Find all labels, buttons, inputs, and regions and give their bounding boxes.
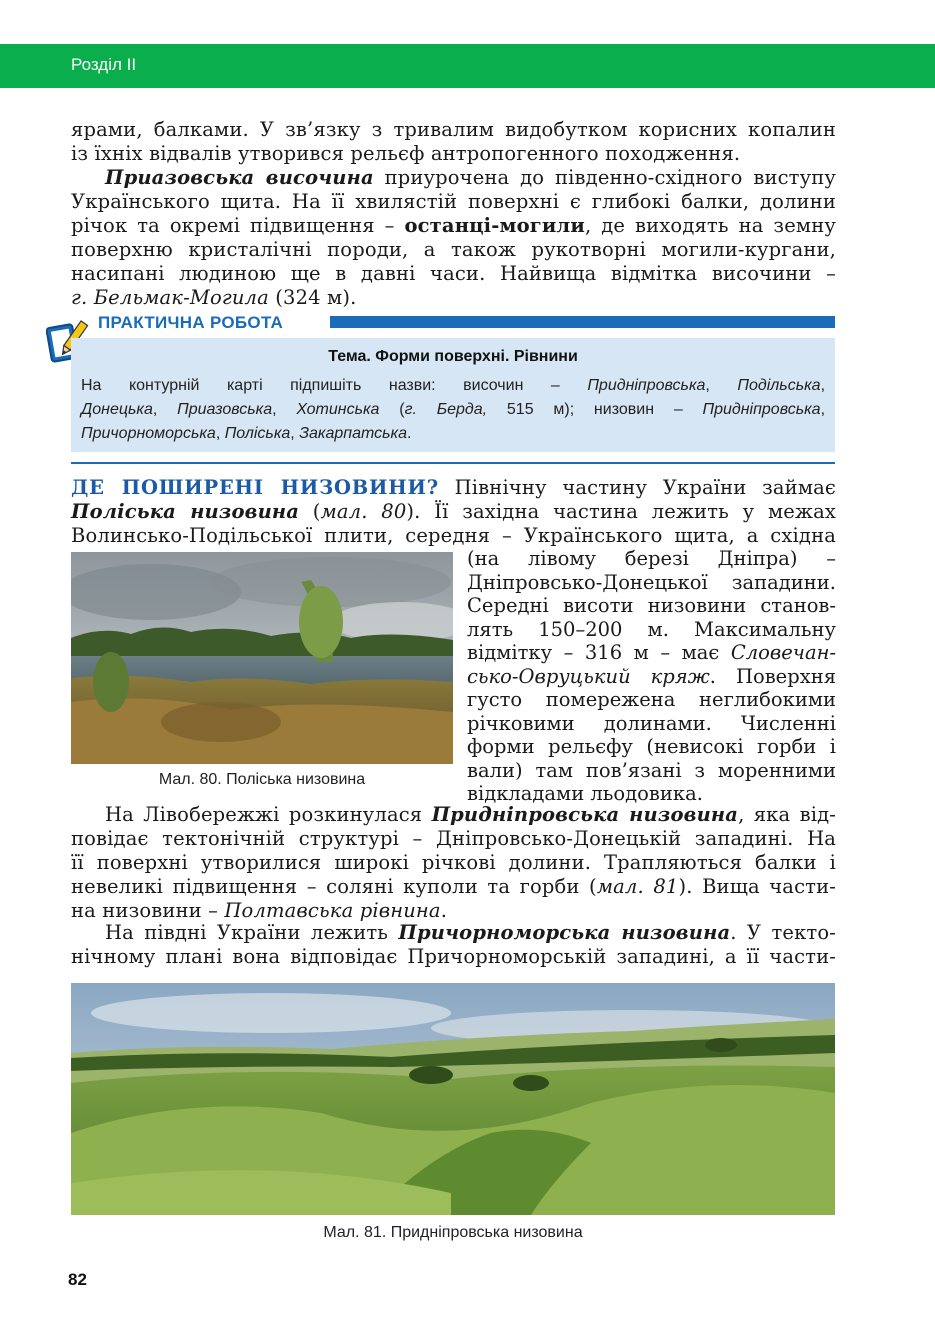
text-span: , bbox=[820, 377, 826, 394]
text-span: на низовини – bbox=[71, 899, 225, 922]
text-span: відмітку – 316 м – має bbox=[467, 641, 731, 664]
lowland-name: Причорноморська bbox=[81, 425, 216, 442]
text-line: річковими долинами. Численні bbox=[467, 711, 836, 735]
text-line: із їхніх відвалів утворився рельєф антропогенного походження. bbox=[71, 142, 741, 165]
text-line: лять 150–200 м. Максимальну bbox=[467, 617, 836, 641]
text-span: , bbox=[705, 377, 738, 394]
dnipro-paragraph bbox=[71, 803, 836, 923]
mount-name: г. Бельмак-Могила bbox=[71, 286, 269, 309]
text-span: невеликі підвищення – соляні куполи та горби ( bbox=[71, 875, 597, 898]
section-heading: ДЕ ПОШИРЕНІ НИЗОВИНИ? bbox=[71, 476, 439, 499]
text-line: форми рельєфу (невисокі горби і bbox=[467, 735, 836, 758]
term-polissia-lowland: Поліська низовина bbox=[71, 500, 300, 523]
text-line: Дніпровсько-Донецької западини. bbox=[467, 570, 836, 594]
text-line bbox=[71, 286, 836, 310]
text-line: ярами, балками. У зв’язку з тривалим видобутком корисних копалин bbox=[71, 118, 836, 141]
intro-paragraph bbox=[71, 118, 836, 166]
upland-name: Придніпровська bbox=[587, 377, 706, 394]
text-line bbox=[467, 641, 836, 665]
text-line bbox=[71, 803, 836, 827]
text-span: приурочена до південно-східного виступу bbox=[373, 166, 836, 189]
ridge-name: Словечан- bbox=[730, 641, 836, 664]
figure-80-photo bbox=[71, 552, 453, 764]
text-line bbox=[81, 398, 825, 422]
text-line bbox=[71, 899, 836, 923]
text-span: , яка від- bbox=[738, 803, 837, 826]
header-bar bbox=[0, 44, 935, 88]
section-label: Розділ ІІ bbox=[71, 55, 137, 74]
text-span: ). Вища части- bbox=[678, 875, 836, 898]
lowland-name: Придніпровська bbox=[702, 401, 821, 418]
text-line: (на лівому березі Дніпра) – bbox=[467, 547, 836, 570]
section-divider bbox=[71, 462, 835, 464]
ridge-name: сько-Овруцький кряж bbox=[467, 664, 710, 688]
text-span: , bbox=[290, 425, 300, 442]
text-line: густо помережена неглибокими bbox=[467, 688, 836, 711]
text-span: , bbox=[272, 401, 297, 418]
page-number: 82 bbox=[68, 1270, 87, 1289]
figure-ref: мал. 81 bbox=[596, 875, 679, 898]
text-line bbox=[71, 476, 836, 500]
text-line bbox=[71, 214, 836, 238]
text-line bbox=[71, 875, 836, 899]
term-azov-upland: Приазовська височина bbox=[105, 166, 374, 189]
blacksea-paragraph bbox=[71, 921, 836, 969]
text-line: Середні висоти низовини станов- bbox=[467, 594, 836, 617]
text-line: Українського щита. На її хвилястій поверхні є глибокі балки, долини bbox=[71, 190, 836, 213]
text-span: . У текто- bbox=[730, 921, 836, 944]
text-span: ( bbox=[299, 500, 321, 523]
text-span: , де виходять на земну bbox=[584, 214, 836, 237]
practical-title-stripe bbox=[330, 316, 835, 328]
text-span: , bbox=[820, 401, 826, 418]
upland-name: Приазовська bbox=[177, 401, 273, 418]
text-line: поверхню кристалічні породи, а також рукотворні могили-кургани, bbox=[71, 238, 836, 261]
term-remnant-graves: останці-могили bbox=[404, 214, 585, 237]
text-span: На Лівобережжі розкинулася bbox=[105, 803, 432, 826]
upland-name: Подільська bbox=[737, 377, 821, 394]
text-span: На контурній карті підпишіть назви: височин – bbox=[81, 377, 588, 394]
lowlands-column-text bbox=[467, 547, 836, 806]
text-span: . Поверхня bbox=[709, 664, 836, 688]
mount-name: г. Берда, bbox=[404, 401, 488, 418]
upland-name: Хотинська bbox=[296, 401, 380, 418]
text-span: ( bbox=[379, 401, 405, 418]
upland-name: Донецька bbox=[81, 401, 153, 418]
text-span: 515 м); низовин – bbox=[487, 401, 703, 418]
text-span: ). Її західна частина лежить у межах bbox=[406, 500, 836, 523]
lowland-name: Закарпатська bbox=[299, 425, 407, 442]
text-span: Північну частину України займає bbox=[438, 476, 836, 499]
text-line bbox=[71, 500, 836, 524]
azov-paragraph bbox=[71, 166, 836, 310]
text-line bbox=[81, 374, 825, 398]
figure-81-caption: Мал. 81. Придніпровська низовина bbox=[323, 1224, 583, 1241]
text-span: . bbox=[406, 425, 412, 442]
text-line: Волинсько-Подільської плити, середня – Українського щита, а східна bbox=[71, 524, 836, 547]
practical-task bbox=[81, 374, 825, 446]
text-span: На півдні України лежить bbox=[105, 921, 399, 944]
practical-work-box bbox=[71, 338, 835, 452]
text-span: , bbox=[152, 401, 178, 418]
text-line bbox=[71, 166, 836, 190]
lowlands-paragraph bbox=[71, 476, 836, 548]
text-line bbox=[71, 921, 836, 945]
text-span: , bbox=[215, 425, 225, 442]
figure-ref: мал. 80 bbox=[320, 500, 407, 523]
text-span: річок та окремі підвищення – bbox=[71, 214, 405, 237]
text-line: відкладами льодовика. bbox=[467, 782, 703, 805]
plain-name: Полтавська рівнина bbox=[224, 899, 441, 922]
text-line bbox=[467, 665, 836, 689]
text-line: її поверхні утворилися широкі річкові долини. Трапляються балки і bbox=[71, 851, 836, 874]
text-span: . bbox=[440, 899, 448, 922]
text-line: вали) там пов’язані з моренними bbox=[467, 758, 836, 782]
practical-topic: Тема. Форми поверхні. Рівнини bbox=[328, 348, 578, 365]
text-line: повідає тектонічній структурі – Дніпровсько-Донецькій западині. На bbox=[71, 827, 836, 850]
practical-work-title: ПРАКТИЧНА РОБОТА bbox=[98, 313, 284, 332]
term-dnipro-lowland: Придніпровська низовина bbox=[431, 803, 739, 826]
figure-80-caption: Мал. 80. Поліська низовина bbox=[158, 771, 366, 788]
text-span: (324 м). bbox=[268, 286, 357, 309]
text-line: насипані людиною ще в давні часи. Найвища відмітка височини – bbox=[71, 262, 836, 285]
text-line bbox=[81, 422, 825, 446]
lowland-name: Поліська bbox=[224, 425, 291, 442]
figure-81-photo bbox=[71, 983, 835, 1215]
text-line: нічному плані вона відповідає Причорноморській западині, а її части- bbox=[71, 945, 836, 968]
term-blacksea-lowland: Причорноморська низовина bbox=[398, 921, 731, 944]
